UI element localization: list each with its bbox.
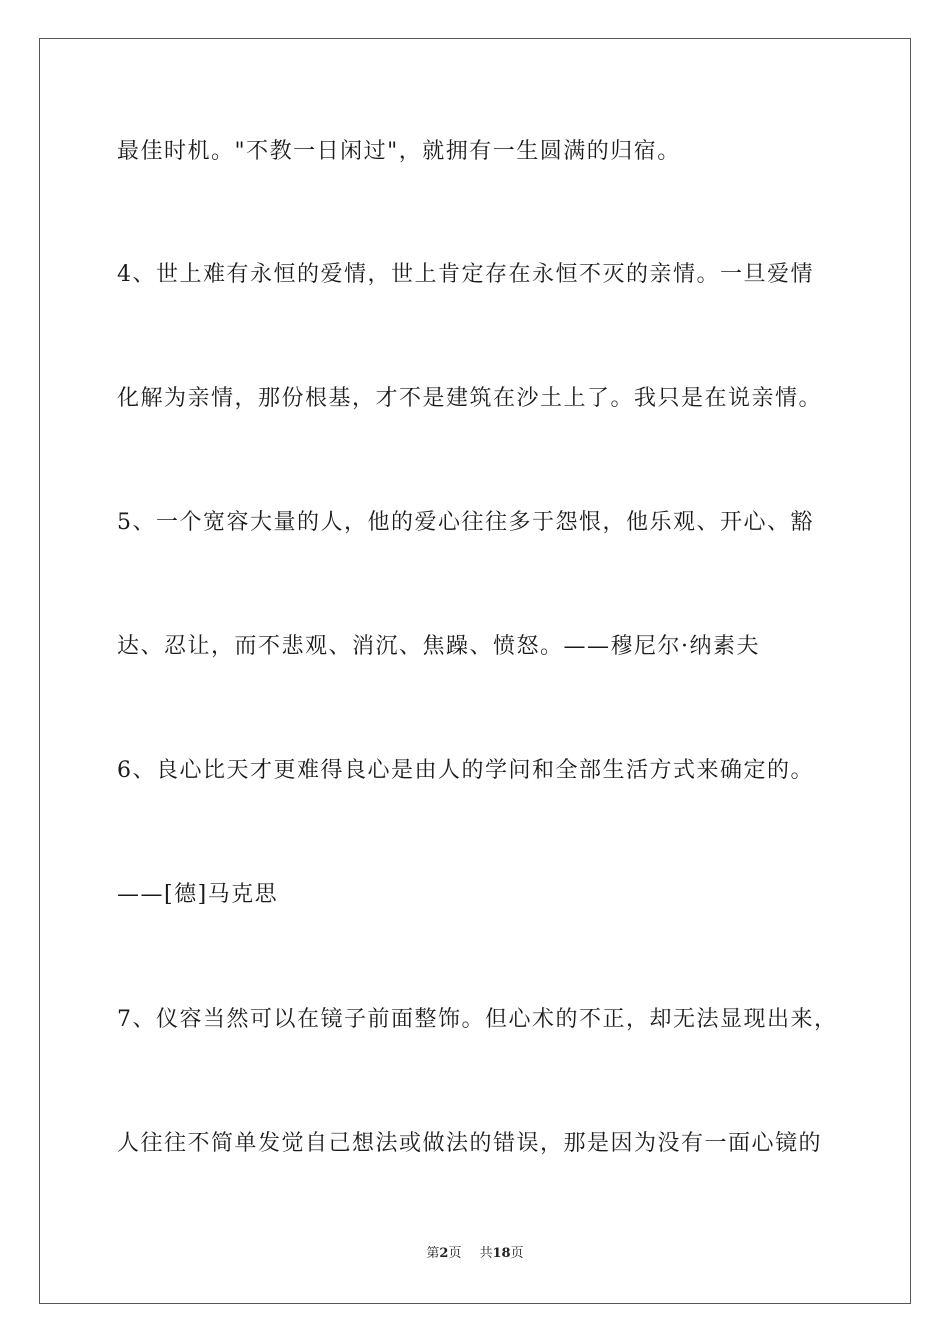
- text-line-9: 人往往不简单发觉自己想法或做法的错误，那是因为没有一面心镜的: [117, 1131, 823, 1156]
- text-line-5: 达、忍让，而不悲观、消沉、焦躁、愤怒。——穆尼尔·纳素夫: [117, 634, 760, 659]
- text-line-8: 7、仪容当然可以在镜子前面整饰。但心术的不正，却无法显现出来，: [117, 1007, 838, 1032]
- text-line-1: 最佳时机。"不教一日闲过"，就拥有一生圆满的归宿。: [117, 139, 681, 164]
- page-frame: [39, 38, 911, 1304]
- text-line-3: 化解为亲情，那份根基，才不是建筑在沙土上了。我只是在说亲情。: [117, 386, 823, 411]
- text-line-4: 5、一个宽容大量的人，他的爱心往往多于怨恨，他乐观、开心、豁: [117, 510, 814, 535]
- page-number: 2: [439, 1246, 449, 1261]
- text-line-6: 6、良心比天才更难得良心是由人的学问和全部生活方式来确定的。: [117, 758, 814, 783]
- page-label-suffix: 页: [448, 1246, 462, 1261]
- total-label-prefix: 共: [479, 1246, 493, 1261]
- page-footer: [0, 1245, 950, 1263]
- page-label-prefix: 第: [426, 1246, 440, 1261]
- total-pages: 18: [492, 1246, 511, 1261]
- total-label-suffix: 页: [510, 1246, 524, 1261]
- text-line-2: 4、世上难有永恒的爱情，世上肯定存在永恒不灭的亲情。一旦爱情: [117, 262, 814, 287]
- text-line-7: ——[德]马克思: [117, 882, 279, 907]
